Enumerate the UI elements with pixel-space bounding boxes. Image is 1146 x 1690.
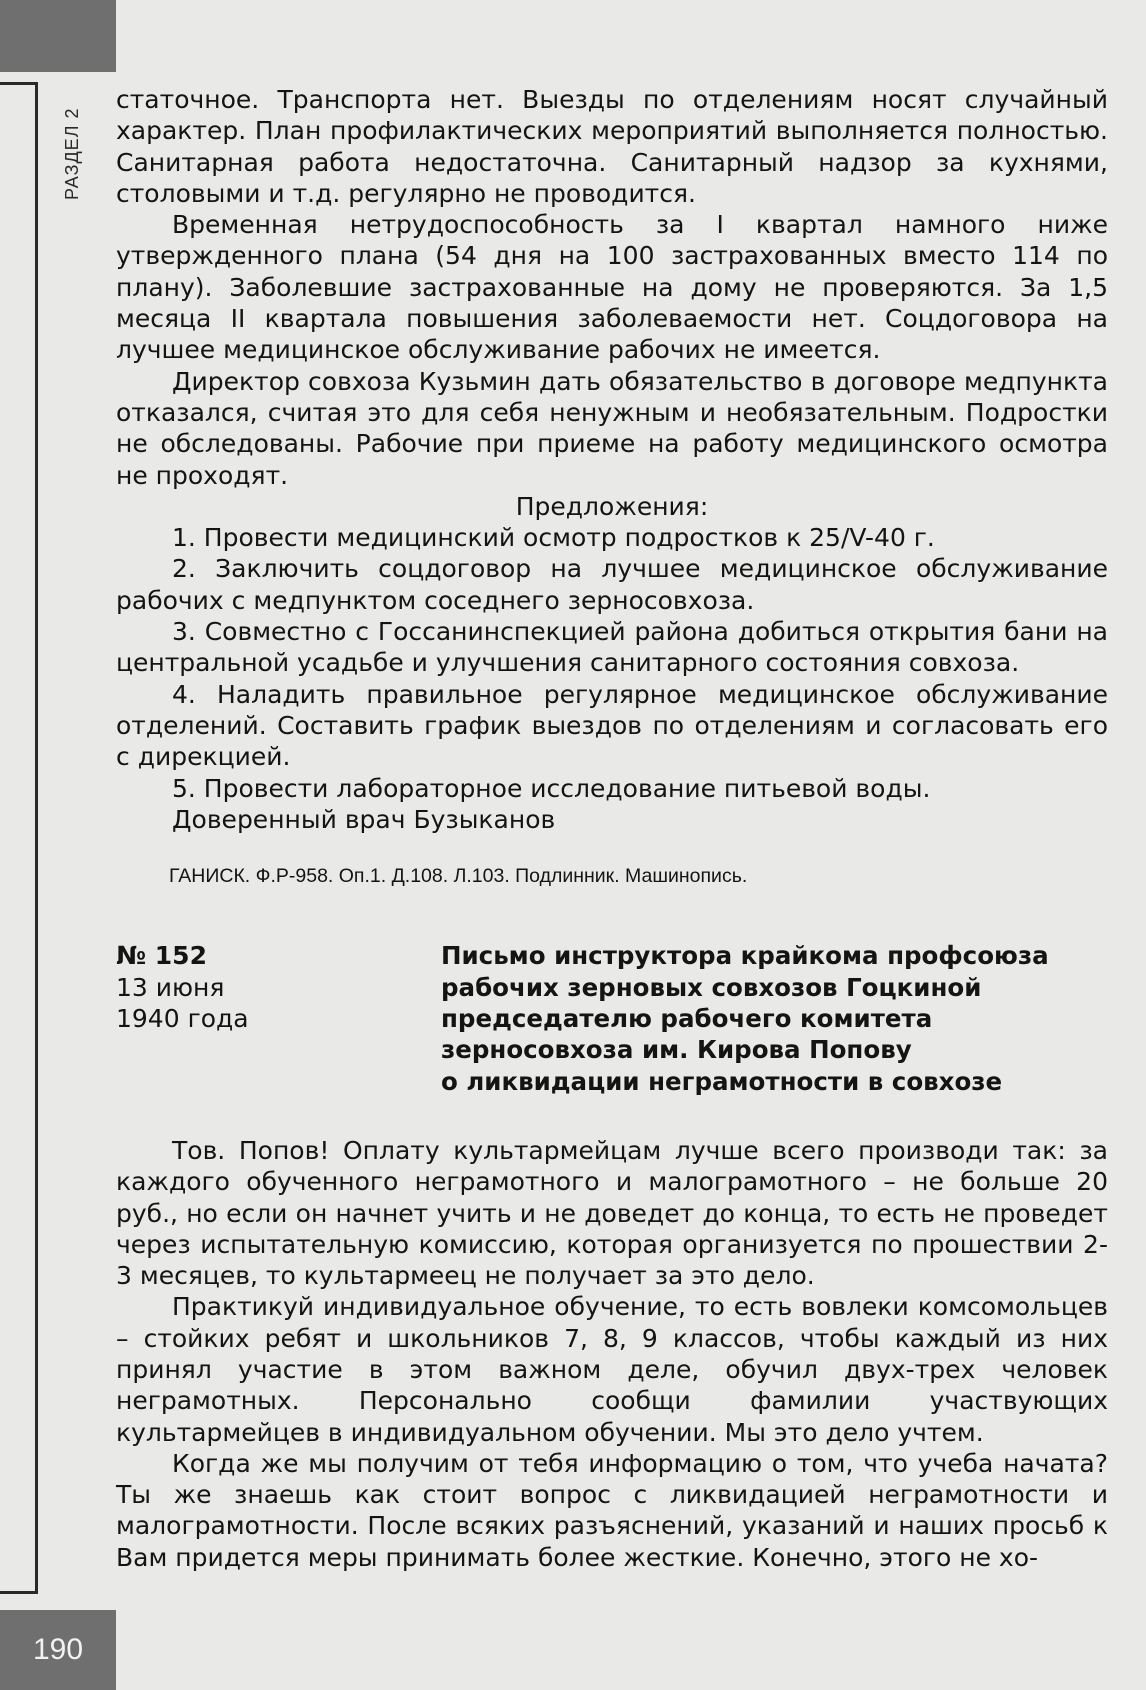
top-tab-marker xyxy=(0,0,116,72)
paragraph: Практикуй индивидуальное обучение, то есть вовлеки комсомольцев – стойких ребят и школьников 7, 8, 9 классов, чтобы каждый из них принял участие в этом важном деле, обучил двух-трех человек неграмотных. Персонально сообщи фамилии участвующих культармейцев в индивидуальном обучении. Мы это дело учтем. xyxy=(116,1292,1108,1447)
document-meta xyxy=(116,940,441,1096)
proposal-item: 4. Наладить правильное регулярное медицинское обслуживание отделений. Составить график выездов по отделениям и согласовать его с дирекцией. xyxy=(116,679,1108,772)
archive-source: ГАНИСК. Ф.Р-958. Оп.1. Д.108. Л.103. Подлинник. Машинопись. xyxy=(169,865,748,888)
document-title-line: зерносовхоза им. Кирова Попову xyxy=(441,1035,912,1065)
signature: Доверенный врач Бузыканов xyxy=(172,804,556,834)
paragraph: статочное. Транспорта нет. Выезды по отделениям носят случайный характер. План профилактических мероприятий выполняется полностью. Санитарная работа недостаточна. Санитарный надзор за кухнями, столовыми и т.д. регулярно не проводится. xyxy=(116,85,1108,208)
side-bracket-line xyxy=(0,82,38,1594)
proposals-heading: Предложения: xyxy=(515,491,709,521)
document-title-line: председателю рабочего комитета xyxy=(441,1004,933,1034)
document-title xyxy=(441,940,1108,1096)
document-number: № 152 xyxy=(116,941,207,971)
page-content xyxy=(116,84,1108,1573)
paragraph: Временная нетрудоспособность за I квартал намного ниже утвержденного плана (54 дня на 100 застрахованных вместо 114 по плану). Заболевшие застрахованные на дому не проверяются. За 1,5 месяца II квартала повышения заболеваемости нет. Соцдоговора на лучшее медицинское обслуживание рабочих не имеется. xyxy=(116,210,1108,365)
paragraph: Когда же мы получим от тебя информацию о том, что учеба начата? Ты же знаешь как стоит вопрос с ликвидацией неграмотности и малограмотности. После всяких разъяснений, указаний и наших просьб к Вам придется меры принимать более жесткие. Конечно, этого не хо- xyxy=(116,1448,1108,1572)
document-header xyxy=(116,940,1108,1096)
document-date-day: 13 июня xyxy=(116,972,225,1002)
proposal-item: 5. Провести лабораторное исследование питьевой воды. xyxy=(172,773,931,803)
proposal-item: 3. Совместно с Госсанинспекцией района добиться открытия бани на центральной усадьбе и улучшения санитарного состояния совхоза. xyxy=(116,617,1108,678)
document-date-year: 1940 года xyxy=(116,1004,249,1034)
document-title-line: Письмо инструктора крайкома профсоюза xyxy=(441,941,1049,971)
proposal-item: 2. Заключить соцдоговор на лучшее медицинское обслуживание рабочих с медпунктом соседнего зерносовхоза. xyxy=(116,554,1108,615)
proposal-item: 1. Провести медицинский осмотр подростков к 25/V-40 г. xyxy=(172,523,935,553)
page-number: 190 xyxy=(0,1610,116,1690)
paragraph: Директор совхоза Кузьмин дать обязательство в договоре медпункта отказался, считая это для себя ненужным и необязательным. Подростки не обследованы. Рабочие при приеме на работу медицинского осмотра не проходят. xyxy=(116,366,1108,490)
section-label: РАЗДЕЛ 2 xyxy=(62,107,82,200)
paragraph: Тов. Попов! Оплату культармейцам лучше всего производи так: за каждого обученного неграмотного и малограмотного – не больше 20 руб., но если он начнет учить и не доведет до конца, то есть не проведет через испытательную комиссию, которая организуется по прошествии 2-3 месяцев, то культармеец не получает за это дело. xyxy=(116,1135,1108,1291)
document-title-line: о ликвидации неграмотности в совхозе xyxy=(441,1066,1003,1096)
document-title-line: рабочих зерновых совхозов Гоцкиной xyxy=(441,972,982,1002)
